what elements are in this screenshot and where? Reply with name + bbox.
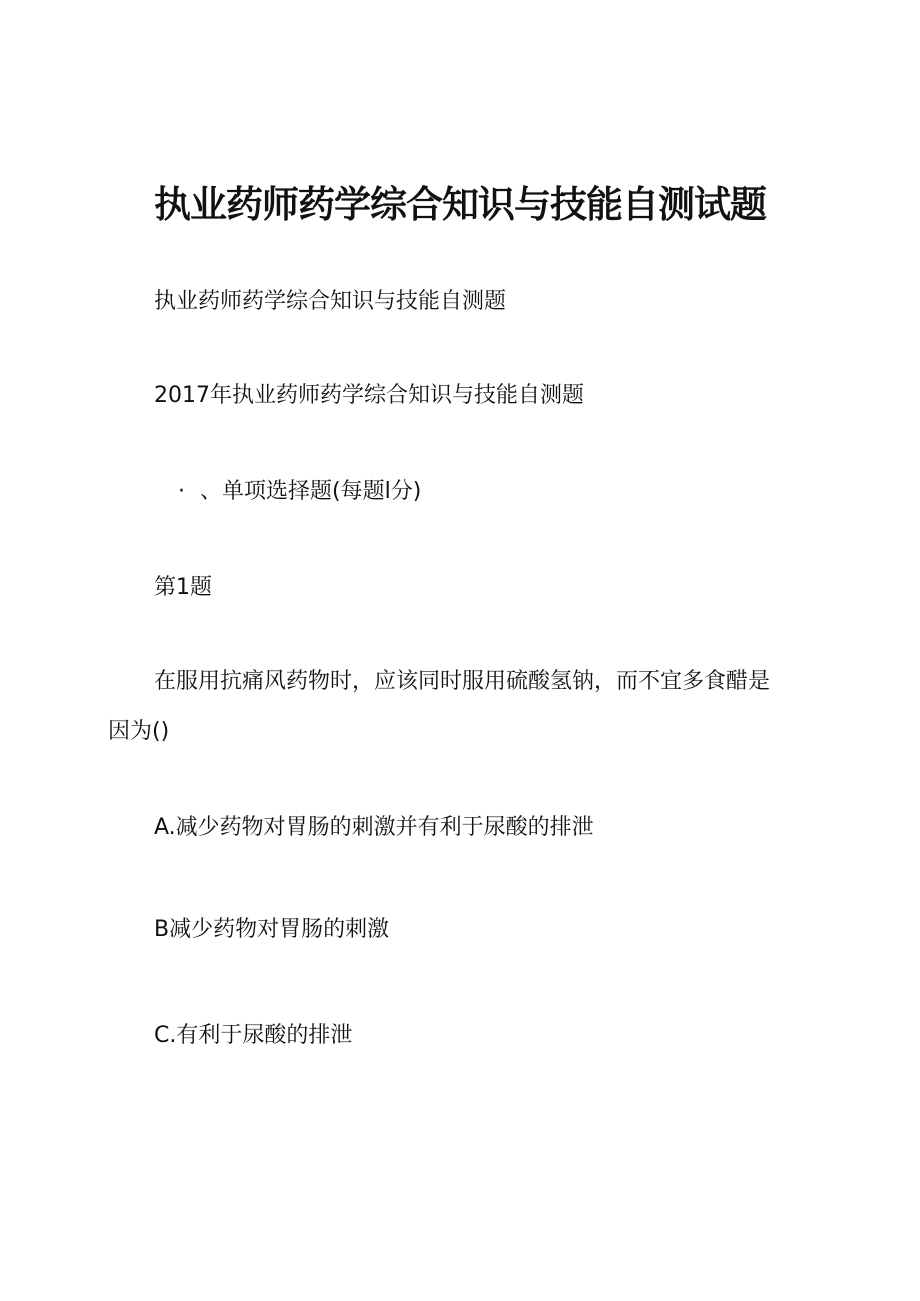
document-subtitle: 执业药师药学综合知识与技能自测题 xyxy=(154,289,507,314)
option-b: B减少药物对胃肠的刺激 xyxy=(154,917,390,942)
question-stem-line-1: 在服用抗痛风药物时，应该同时服用硫酸氢钠，而不宜多食醋是 xyxy=(154,669,771,694)
section-heading xyxy=(178,474,421,505)
option-a: A.减少药物对胃肠的刺激并有利于尿酸的排泄 xyxy=(154,815,594,840)
document-title: 执业药师药学综合知识与技能自测试题 xyxy=(154,183,766,226)
bullet-mark: · xyxy=(178,479,185,504)
year-heading: 2017年执业药师药学综合知识与技能自测题 xyxy=(154,383,584,408)
option-c: C.有利于尿酸的排泄 xyxy=(154,1023,353,1048)
question-number: 第1题 xyxy=(154,575,212,600)
question-stem-line-2: 因为() xyxy=(108,719,170,744)
section-label: 、单项选择题(每题l分) xyxy=(200,479,422,504)
